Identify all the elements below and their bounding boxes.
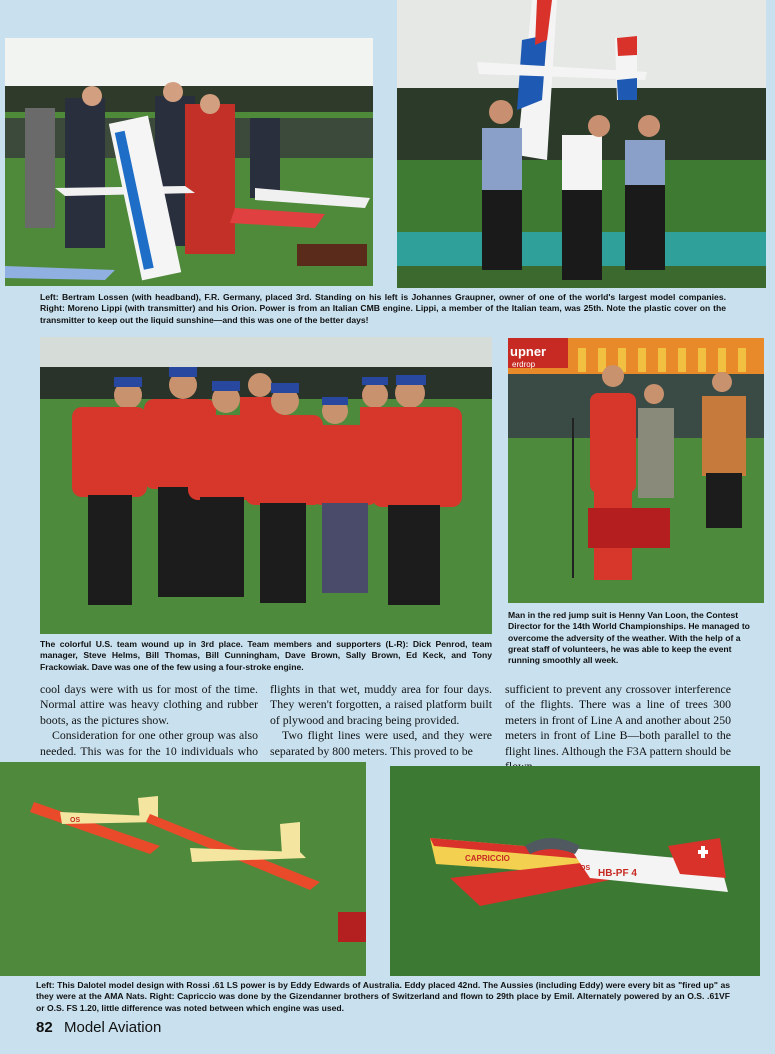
magazine-name: Model Aviation [64,1019,162,1036]
banner-subtext: erdrop [512,360,536,369]
banner-text: upner [510,344,547,359]
left-plane-marking: OS [70,817,81,824]
capriccio-name-marking: CAPRICCIO [465,854,510,863]
article-column-3 [505,682,731,774]
photo-lippi-orion [397,0,766,288]
caption-bottom: Left: This Dalotel model design with Rossi .61 LS power is by Eddy Edwards of Australia. Eddy placed 42nd. The Aussies (including Eddy) were every bit as "fired up" as they were at the AMA Nats. Right: Capriccio was done by the Gizendanner brothers of Switzerland and flown to 29th place by Emil. Alternately powered by an O.S. .61VF or O.S. FS 1.20, little difference was noted between which engine was used. [36,980,730,1013]
capriccio-registration: HB-PF 4 [598,868,637,879]
caption-us-team: The colorful U.S. team wound up in 3rd place. Team members and supporters (L-R): Dick Penrod, team manager, Steve Helms, Bill Thomas, Bill Cunningham, Dave Brown, Sally Brown, Ed Keck, and Tony Frackowiak. Dave was one of the few using a four-stroke engine. [40,639,492,672]
article-paragraph: sufficient to prevent any crossover interference of the flights. There was a line of trees 300 meters in front of Line A and another about 250 meters in front of Line B—both parallel to the flight lines. Although the F3A pattern should be [505,682,731,758]
photo-dalotel-models [0,762,366,976]
article-paragraph: flights in that wet, muddy area for four days. They weren't forgotten, a raised platform built of plywood and bracing being provided. [270,682,492,727]
page-number: 82 [36,1019,53,1036]
photo-capriccio [390,766,760,976]
caption-henny-van-loon: Man in the red jump suit is Henny Van Loon, the Contest Director for the 14th World Championships. He managed to overcome the adversity of the weather. With the help of a great staff of volunteers, he was able to keep the event running smoothly all week. [508,610,750,666]
article-paragraph: Consideration for one other group was also needed. This was for the 10 individuals who [40,728,258,758]
photo-henny-van-loon [508,338,764,603]
article-column-1 [40,682,258,774]
article-paragraph: Two flight lines were used, and they were separated by 800 meters. This proved to be [270,728,492,758]
photo-lossen-graupner [5,38,373,286]
article-column-2 [270,682,492,759]
caption-top: Left: Bertram Lossen (with headband), F.R. Germany, placed 3rd. Standing on his left is Johannes Graupner, owner of one of the world's largest model companies. Right: Moreno Lippi (with transmitter) and his Orion. Power is from an Italian CMB engine. Lippi, a member of the Italian team, was 25th. Note the plastic cover on the transmitter to keep out the liquid sunshine—and this was one of the better days! [40,292,726,325]
photo-us-team [40,337,492,634]
article-paragraph: cool days were with us for most of the time. Normal attire was heavy clothing and rubber boots, as the pictures show. [40,682,258,727]
capriccio-os-marking: OS [580,865,591,872]
